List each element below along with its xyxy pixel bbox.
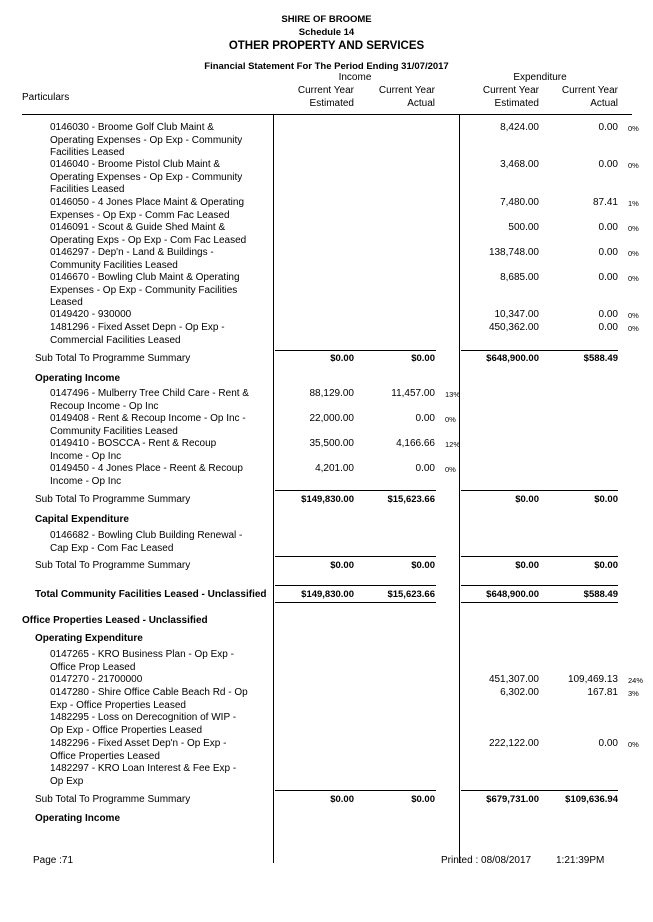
section-heading-operating-income: Operating Income	[35, 373, 121, 384]
row-description: 0146030 - Broome Golf Club Maint & Operating Expenses - Op Exp - Community Facilities Leased	[50, 122, 243, 158]
exp-actual: 0.00	[598, 738, 618, 749]
col-exp-est-line2: Estimated	[494, 98, 539, 109]
col-inc-est-line1: Current Year	[297, 85, 354, 96]
exp-actual: 0.00	[598, 272, 618, 283]
total-exp-act: $588.49	[583, 589, 618, 600]
row-description: 0147496 - Mulberry Tree Child Care - Rent & Recoup Income - Op Inc	[50, 388, 249, 412]
page-number: Page :71	[33, 855, 74, 866]
row-description: 1482296 - Fixed Asset Dep'n - Op Exp - Office Properties Leased	[50, 738, 227, 762]
exp-actual: 0.00	[598, 247, 618, 258]
col-inc-est-line2: Estimated	[309, 98, 354, 109]
exp-estimated: 8,424.00	[500, 122, 539, 133]
income-column-divider	[273, 114, 274, 863]
expense-subtotal-rule	[461, 490, 618, 491]
income-subtotal-rule	[275, 556, 436, 557]
report-title: OTHER PROPERTY AND SERVICES	[228, 40, 425, 52]
subtotal-inc-est: $149,830.00	[301, 494, 354, 505]
col-exp-est-line1: Current Year	[482, 85, 539, 96]
row-description: 1482295 - Loss on Derecognition of WIP - Op Exp - Office Properties Leased	[50, 712, 237, 736]
exp-estimated: 138,748.00	[488, 247, 539, 258]
exp-actual: 0.00	[598, 309, 618, 320]
inc-actual: 4,166.66	[396, 438, 435, 449]
subtotal-exp-est: $648,900.00	[486, 353, 539, 364]
inc-estimated: 22,000.00	[309, 413, 354, 424]
exp-estimated: 3,468.00	[500, 159, 539, 170]
exp-percent: 0%	[628, 740, 639, 749]
row-description: 0146297 - Dep'n - Land & Buildings - Community Facilities Leased	[50, 247, 214, 271]
period-label: Financial Statement For The Period Ending 31/07/2017	[204, 61, 449, 72]
subtotal-inc-act: $15,623.66	[387, 494, 435, 505]
exp-estimated: 8,685.00	[500, 272, 539, 283]
exp-actual: 109,469.13	[567, 674, 618, 685]
inc-actual: 0.00	[415, 413, 435, 424]
total-exp-est: $648,900.00	[486, 589, 539, 600]
inc-actual: 0.00	[415, 463, 435, 474]
subtotal-inc-est: $0.00	[330, 560, 354, 571]
subtotal-exp-act: $0.00	[594, 494, 618, 505]
col-exp-act-line1: Current Year	[561, 85, 618, 96]
subtotal-exp-est: $679,731.00	[486, 794, 539, 805]
col-exp-act-line2: Actual	[590, 98, 618, 109]
col-inc-act-line1: Current Year	[378, 85, 435, 96]
inc-estimated: 88,129.00	[309, 388, 354, 399]
income-total-rule	[275, 585, 436, 586]
subtotal-label: Sub Total To Programme Summary	[35, 560, 191, 571]
exp-estimated: 450,362.00	[488, 322, 539, 333]
section-heading-capital-expenditure: Capital Expenditure	[35, 514, 129, 525]
row-description: 1481296 - Fixed Asset Depn - Op Exp - Commercial Facilities Leased	[50, 322, 225, 346]
expense-total-rule	[461, 585, 618, 586]
exp-actual: 0.00	[598, 159, 618, 170]
total-inc-act: $15,623.66	[387, 589, 435, 600]
inc-percent: 12%	[445, 440, 461, 449]
exp-percent: 0%	[628, 249, 639, 258]
row-description: 0146050 - 4 Jones Place Maint & Operating Expenses - Op Exp - Comm Fac Leased	[50, 197, 245, 221]
total-inc-est: $149,830.00	[301, 589, 354, 600]
subtotal-label: Sub Total To Programme Summary	[35, 794, 191, 805]
exp-estimated: 451,307.00	[488, 674, 539, 685]
subtotal-inc-est: $0.00	[330, 794, 354, 805]
subtotal-label: Sub Total To Programme Summary	[35, 353, 191, 364]
row-description: 0149408 - Rent & Recoup Income - Op Inc - Community Facilities Leased	[50, 413, 246, 437]
row-description: 0147265 - KRO Business Plan - Op Exp - Office Prop Leased	[50, 649, 234, 673]
expense-subtotal-rule	[461, 790, 618, 791]
inc-percent: 0%	[445, 415, 456, 424]
exp-estimated: 222,122.00	[488, 738, 539, 749]
exp-actual: 0.00	[598, 122, 618, 133]
inc-percent: 13%	[445, 390, 461, 399]
exp-actual: 87.41	[592, 197, 618, 208]
printed-date: Printed : 08/08/2017	[441, 855, 532, 866]
exp-percent: 0%	[628, 311, 639, 320]
total-label: Total Community Facilities Leased - Unclassified	[35, 589, 267, 600]
exp-actual: 167.81	[587, 687, 618, 698]
schedule-label: Schedule 14	[298, 27, 355, 38]
exp-percent: 0%	[628, 124, 639, 133]
exp-percent: 1%	[628, 199, 639, 208]
exp-percent: 24%	[628, 676, 644, 685]
header-rule	[22, 114, 632, 115]
section-heading-operating-expenditure: Operating Expenditure	[35, 633, 143, 644]
income-subtotal-rule	[275, 490, 436, 491]
exp-percent: 0%	[628, 224, 639, 233]
expense-total-underline	[461, 602, 618, 603]
subtotal-inc-est: $0.00	[330, 353, 354, 364]
subtotal-exp-act: $109,636.94	[565, 794, 618, 805]
inc-estimated: 4,201.00	[315, 463, 354, 474]
expense-subtotal-rule	[461, 350, 618, 351]
income-subtotal-rule	[275, 350, 436, 351]
inc-actual: 11,457.00	[391, 388, 435, 399]
exp-percent: 3%	[628, 689, 639, 698]
subtotal-exp-act: $0.00	[594, 560, 618, 571]
particulars-header: Particulars	[22, 92, 70, 103]
income-subtotal-rule	[275, 790, 436, 791]
exp-percent: 0%	[628, 274, 639, 283]
subtotal-inc-act: $0.00	[411, 794, 435, 805]
col-inc-act-line2: Actual	[407, 98, 435, 109]
row-description: 0149410 - BOSCCA - Rent & Recoup Income - Op Inc	[50, 438, 217, 462]
exp-estimated: 500.00	[508, 222, 539, 233]
row-description: 0149420 - 930000	[50, 309, 132, 320]
exp-percent: 0%	[628, 161, 639, 170]
inc-estimated: 35,500.00	[309, 438, 354, 449]
expense-subtotal-rule	[461, 556, 618, 557]
inc-percent: 0%	[445, 465, 456, 474]
row-description: 0146670 - Bowling Club Maint & Operating Expenses - Op Exp - Community Facilities Leased	[50, 272, 240, 308]
printed-time: 1:21:39PM	[556, 855, 605, 866]
subtotal-exp-act: $588.49	[583, 353, 618, 364]
subtotal-inc-act: $0.00	[411, 353, 435, 364]
income-group-label: Income	[338, 72, 372, 83]
capital-row-description: 0146682 - Bowling Club Building Renewal - Cap Exp - Com Fac Leased	[50, 530, 243, 554]
exp-percent: 0%	[628, 324, 639, 333]
exp-actual: 0.00	[598, 322, 618, 333]
row-description: 0149450 - 4 Jones Place - Reent & Recoup Income - Op Inc	[50, 463, 243, 487]
subtotal-exp-est: $0.00	[515, 494, 539, 505]
org-name: SHIRE OF BROOME	[281, 14, 372, 25]
exp-actual: 0.00	[598, 222, 618, 233]
row-description: 0147270 - 21700000	[50, 674, 143, 685]
section-heading-office-properties: Office Properties Leased - Unclassified	[22, 615, 208, 626]
exp-estimated: 10,347.00	[494, 309, 539, 320]
subtotal-label: Sub Total To Programme Summary	[35, 494, 191, 505]
exp-estimated: 7,480.00	[500, 197, 539, 208]
subtotal-inc-act: $0.00	[411, 560, 435, 571]
expenditure-group-label: Expenditure	[513, 72, 567, 83]
subtotal-exp-est: $0.00	[515, 560, 539, 571]
section-heading-operating-income-2: Operating Income	[35, 813, 121, 824]
exp-estimated: 6,302.00	[500, 687, 539, 698]
row-description: 0146040 - Broome Pistol Club Maint & Operating Expenses - Op Exp - Community Facilities Leased	[50, 159, 243, 195]
row-description: 0147280 - Shire Office Cable Beach Rd - Op Exp - Office Properties Leased	[50, 687, 248, 711]
row-description: 0146091 - Scout & Guide Shed Maint & Operating Exps - Op Exp - Com Fac Leased	[50, 222, 247, 246]
row-description: 1482297 - KRO Loan Interest & Fee Exp - Op Exp	[50, 763, 237, 787]
income-total-underline	[275, 602, 436, 603]
